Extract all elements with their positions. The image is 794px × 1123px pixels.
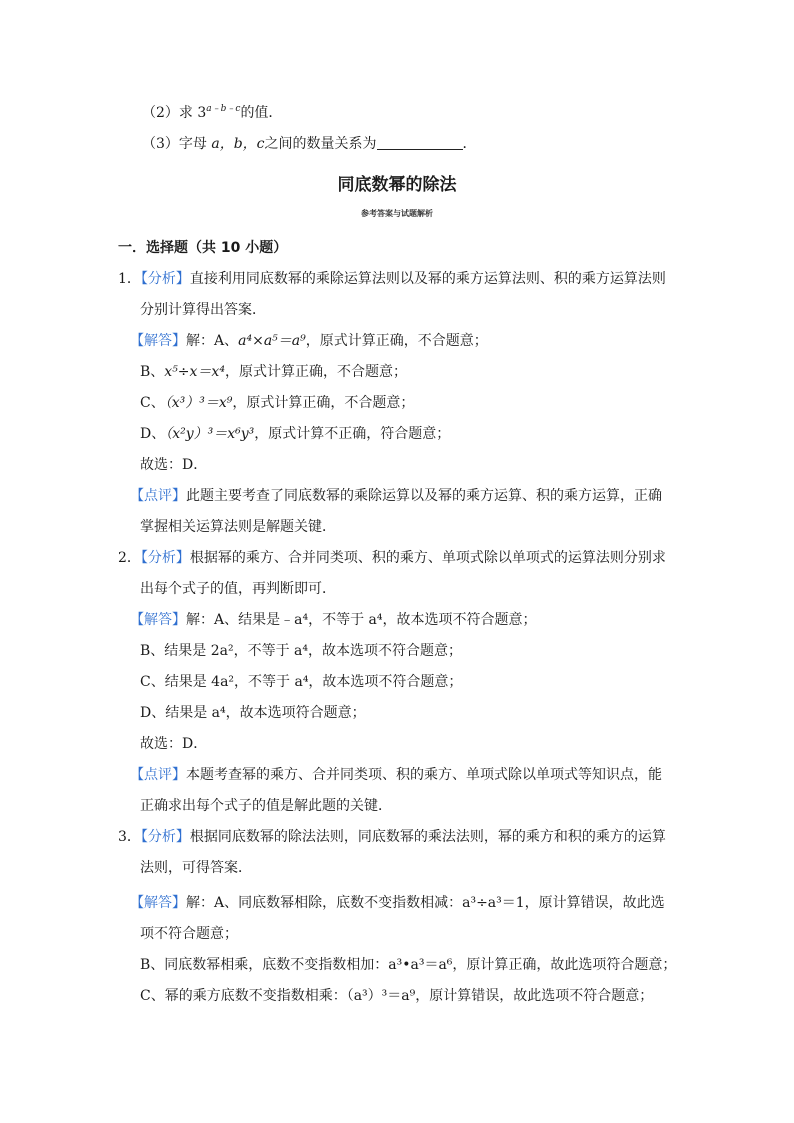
- q1-a-pre: 解：A、: [186, 333, 239, 349]
- q1-analysis-text: 直接利用同底数幂的乘除运算法则以及幂的乘方运算法则、积的乘方运算法则: [189, 271, 666, 287]
- question-2-prompt: [142, 103, 282, 123]
- question-3-prompt: [142, 134, 477, 154]
- q3-analysis-cont: 法则，可得答案．: [140, 860, 252, 876]
- answer-tag: 【解答】: [130, 895, 186, 911]
- q1-analysis-cont: 分别计算得出答案．: [140, 302, 266, 318]
- q1-a-tail: ，原式计算正确，不合题意；: [305, 333, 488, 349]
- q1-c-pre: C、: [140, 395, 165, 411]
- comment-tag: 【点评】: [130, 488, 186, 504]
- q1-comment-text: 此题主要考查了同底数幂的乘除运算以及幂的乘方运算、积的乘方运算，正确: [186, 488, 662, 504]
- q2-choice: 故选：D．: [140, 736, 208, 752]
- comment-tag: 【点评】: [130, 767, 186, 783]
- analysis-tag: 【分析】: [140, 829, 190, 845]
- q1-c-math: （x³）³＝x⁹: [164, 395, 233, 411]
- q3-a-text: 解：A、同底数幂相除，底数不变指数相减：a³÷a³＝1，原计算错误，故此选: [186, 895, 665, 911]
- q1-d-pre: D、: [140, 426, 166, 442]
- q3-answer-a-cont: 项不符合题意；: [140, 926, 238, 942]
- q1-choice: 故选：D．: [140, 457, 208, 473]
- q3-analysis-text: 根据同底数幂的除法法则，同底数幂的乘法法则，幂的乘方和积的乘方的运算: [189, 829, 666, 845]
- q1-number: 1．: [118, 271, 141, 287]
- answer-tag: 【解答】: [130, 612, 186, 628]
- section-heading: 一．选择题（共 10 小题）: [118, 240, 288, 256]
- q1-answer-a: [130, 331, 488, 351]
- q2-answer-c: C、结果是 4a²，不等于 a⁴，故本选项不符合题意；: [140, 674, 463, 690]
- q2-tail: 的值．: [240, 105, 283, 121]
- q1-d-tail: ，原式计算不正确，符合题意；: [254, 426, 451, 442]
- q2-answer-b: B、结果是 2a²，不等于 a⁴，故本选项不符合题意；: [140, 643, 463, 659]
- q1-answer-c: [140, 393, 414, 413]
- q1-b-math: x⁵÷x＝x⁴: [164, 364, 225, 380]
- q1-c-tail: ，原式计算正确，不合题意；: [232, 395, 415, 411]
- q1-comment: [130, 486, 662, 506]
- q1-b-pre: B、: [140, 364, 165, 380]
- q3-answer-b: B、同底数幂相乘，底数不变指数相加：a³•a³＝a⁶，原计算正确，故此选项符合题意；: [140, 957, 677, 973]
- q2-answer-d: D、结果是 a⁴，故本选项符合题意；: [140, 705, 366, 721]
- q1-a-math: a⁴×a⁵＝a⁹: [238, 333, 306, 349]
- page-title: 同底数幂的除法: [337, 175, 457, 195]
- q2-exponent: a﹣b﹣c: [206, 104, 241, 114]
- q1-b-tail: ，原式计算正确，不合题意；: [224, 364, 407, 380]
- q3-vars: a，b，c: [211, 136, 265, 152]
- q3-pre: （3）字母: [142, 136, 212, 152]
- q2-comment-text: 本题考查幂的乘方、合并同类项、积的乘方、单项式除以单项式等知识点，能: [186, 767, 662, 783]
- q2-a-text: 解：A、结果是﹣a⁴，不等于 a⁴，故本选项不符合题意；: [186, 612, 537, 628]
- q3-number: 3．: [118, 829, 141, 845]
- q3-answer-a: [130, 893, 665, 913]
- q1-comment-cont: 掌握相关运算法则是解题关键．: [140, 519, 336, 535]
- q2-answer-a: [130, 610, 536, 630]
- q3-analysis: [118, 827, 666, 847]
- q2-comment-cont: 正确求出每个式子的值是解此题的关键．: [140, 798, 392, 814]
- q2-comment: [130, 765, 662, 785]
- answer-blank: [377, 137, 463, 150]
- answer-tag: 【解答】: [130, 333, 186, 349]
- q2-analysis-cont: 出每个式子的值，再判断即可．: [140, 581, 336, 597]
- analysis-tag: 【分析】: [140, 271, 190, 287]
- q1-answer-d: [140, 424, 450, 444]
- page-subtitle: 参考答案与试题解析: [361, 209, 433, 218]
- analysis-tag: 【分析】: [140, 550, 190, 566]
- q2-analysis: [118, 548, 666, 568]
- q3-answer-c: C、幂的乘方底数不变指数相乘：（a³）³＝a⁹，原计算错误，故此选项不符合题意；: [140, 988, 654, 1004]
- q3-mid: 之间的数量关系为: [264, 136, 377, 152]
- q2-text: （2）求 3: [142, 105, 207, 121]
- q1-answer-b: [140, 362, 407, 382]
- q2-number: 2．: [118, 550, 141, 566]
- q2-analysis-text: 根据幂的乘方、合并同类项、积的乘方、单项式除以单项式的运算法则分别求: [189, 550, 666, 566]
- q1-analysis: [118, 269, 666, 289]
- q3-end: ．: [462, 136, 477, 152]
- q1-d-math: （x²y）³＝x⁶y³: [165, 426, 255, 442]
